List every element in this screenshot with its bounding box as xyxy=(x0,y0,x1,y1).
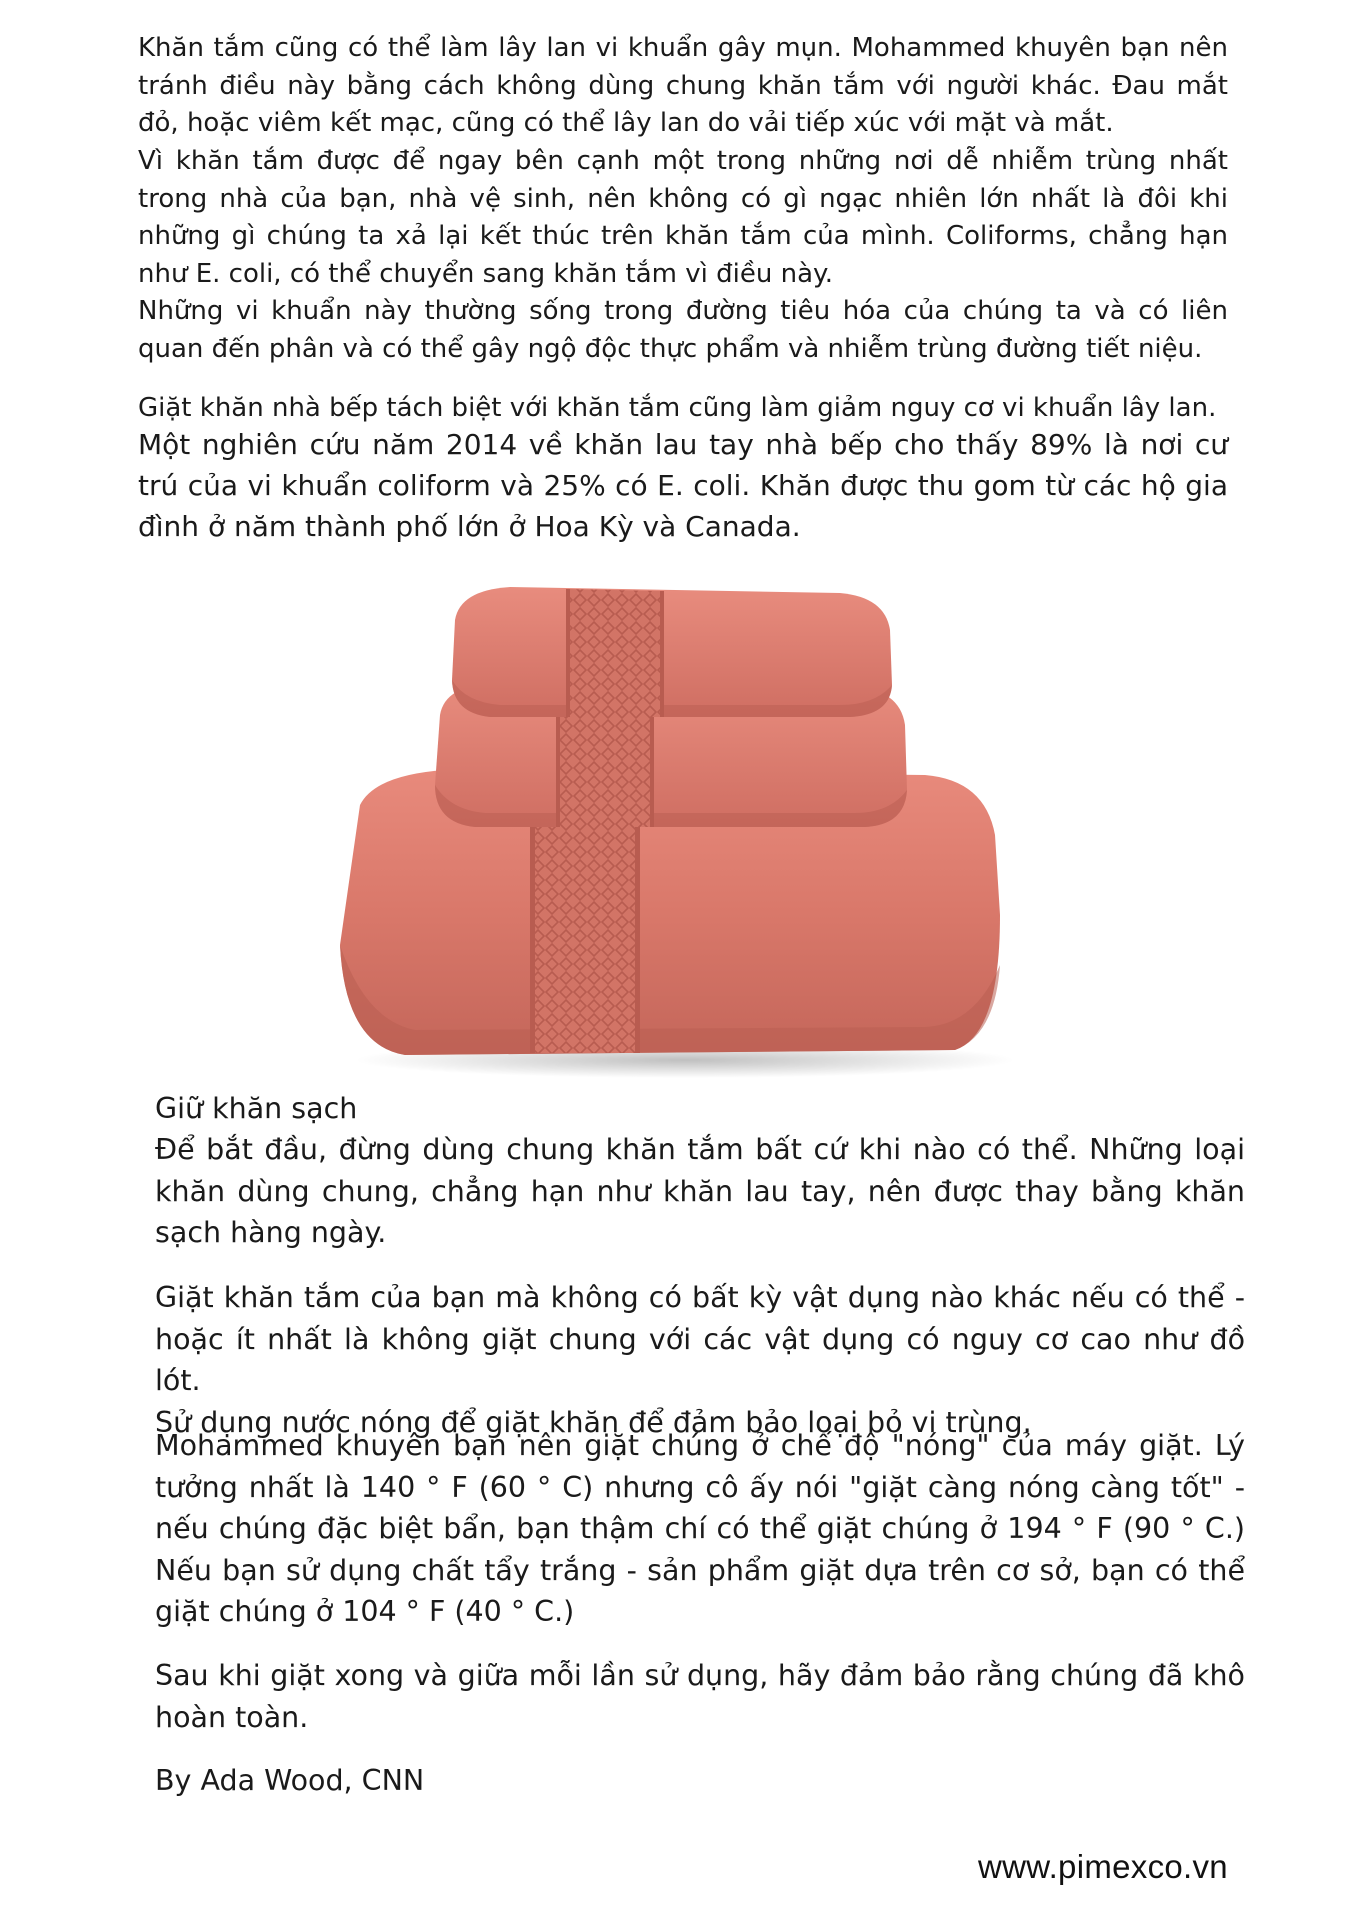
paragraph-kitchen-towels: Giặt khăn nhà bếp tách biệt với khăn tắm cũng làm giảm nguy cơ vi khuẩn lây lan. xyxy=(138,393,1217,423)
paragraph-toilet-coliforms: Vì khăn tắm được để ngay bên cạnh một trong những nơi dễ nhiễm trùng nhất trong nhà của bạn, nhà vệ sinh, nên không có gì ngạc nhiên lớn nhất là đôi khi những gì chúng ta xả lại kết thúc trên khăn tắm của mình. Coliforms, chẳng hạn như E. coli, có thể chuyển sang khăn tắm vì điều này. xyxy=(138,146,1228,289)
website-url: www.pimexco.vn xyxy=(978,1848,1228,1885)
paragraph-dry-completely: Sau khi giặt xong và giữa mỗi lần sử dụng, hãy đảm bảo rằng chúng đã khô hoàn toàn. xyxy=(155,1659,1245,1734)
face-towel-top xyxy=(452,587,892,717)
section-heading-keep-towels-clean: Giữ khăn sạch xyxy=(155,1092,358,1125)
paragraph-hot-wash: Mohammed khuyên bạn nên giặt chúng ở chế độ "nóng" của máy giặt. Lý tưởng nhất là 140 ° F (60 ° C) nhưng cô ấy nói "giặt càng nóng càng tốt" - nếu chúng đặc biệt bẩn, bạn thậm chí có thể giặt chúng ở 194 ° F (90 ° C.) Nếu bạn sử dụng chất tẩy trắng - sản phẩm giặt dựa trên cơ sở, bạn có thể giặt chúng ở 104 ° F (40 ° C.) xyxy=(155,1429,1245,1628)
byline: By Ada Wood, CNN xyxy=(155,1764,425,1797)
towel-stack-image xyxy=(335,565,1030,1080)
paragraph-2014-study: Một nghiên cứu năm 2014 về khăn lau tay nhà bếp cho thấy 89% là nơi cư trú của vi khuẩn coliform và 25% có E. coli. Khăn được thu gom từ các hộ gia đình ở năm thành phố lớn ở Hoa Kỳ và Canada. xyxy=(138,428,1228,543)
paragraph-dont-share: Để bắt đầu, đừng dùng chung khăn tắm bất cứ khi nào có thể. Những loại khăn dùng chung, chẳng hạn như khăn lau tay, nên được thay bằng khăn sạch hàng ngày. xyxy=(155,1133,1245,1249)
paragraph-digestive-bacteria: Những vi khuẩn này thường sống trong đường tiêu hóa của chúng ta và có liên quan đến phân và có thể gây ngộ độc thực phẩm và nhiễm trùng đường tiết niệu. xyxy=(138,296,1228,364)
paragraph-acne-bacteria: Khăn tắm cũng có thể làm lây lan vi khuẩn gây mụn. Mohammed khuyên bạn nên tránh điều này bằng cách không dùng chung khăn tắm với người khác. Đau mắt đỏ, hoặc viêm kết mạc, cũng có thể lây lan do vải tiếp xúc với mặt và mắt. xyxy=(138,33,1228,138)
paragraph-wash-separately: Giặt khăn tắm của bạn mà không có bất kỳ vật dụng nào khác nếu có thể - hoặc ít nhất là không giặt chung với các vật dụng có nguy cơ cao như đồ lót. Sử dụng nước nóng để giặt khăn để đảm bảo loại bỏ vi trùng. xyxy=(155,1281,1245,1439)
